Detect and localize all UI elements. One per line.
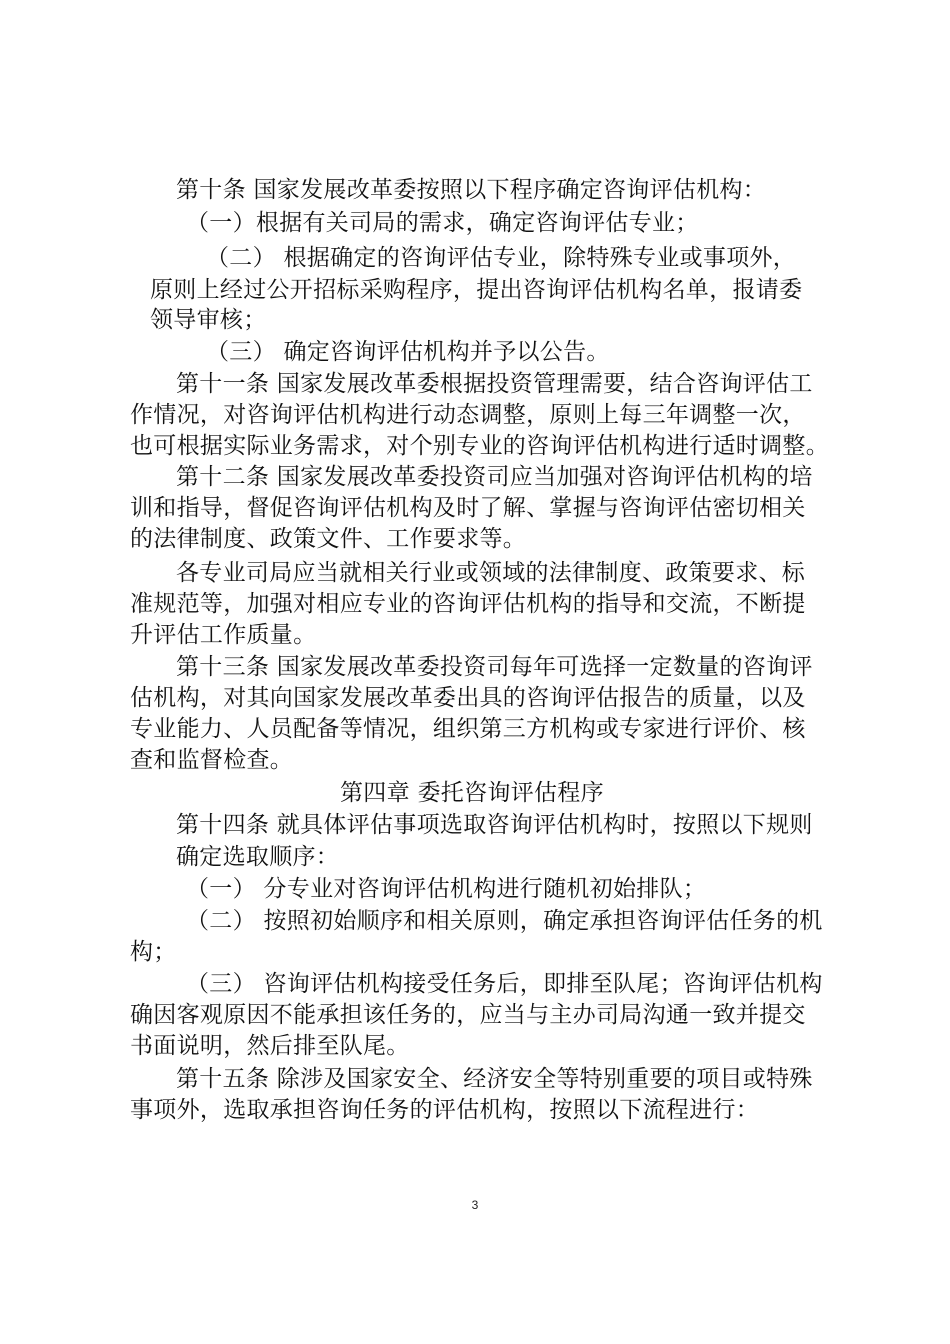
- article-12: 第十二条 国家发展改革委投资司应当加强对咨询评估机构的培: [176, 464, 813, 490]
- article-13: 第十三条 国家发展改革委投资司每年可选择一定数量的咨询评: [176, 654, 813, 680]
- article-15-cont: 事项外，选取承担咨询任务的评估机构，按照以下流程进行：: [130, 1097, 760, 1123]
- article-14-item-2: （二） 按照初始顺序和相关原则，确定承担咨询评估任务的机: [186, 908, 823, 934]
- article-12-cont: 的法律制度、政策文件、工作要求等。: [130, 526, 527, 552]
- paragraph-departments-cont: 升评估工作质量。: [130, 622, 317, 648]
- article-13-cont: 估机构，对其向国家发展改革委出具的咨询评估报告的质量，以及: [130, 685, 806, 711]
- paragraph-departments-cont: 准规范等，加强对相应专业的咨询评估机构的指导和交流，不断提: [130, 591, 806, 617]
- article-14-cont: 确定选取顺序：: [176, 844, 340, 870]
- article-11-cont: 作情况，对咨询评估机构进行动态调整，原则上每三年调整一次，: [130, 402, 806, 428]
- article-12-cont: 训和指导，督促咨询评估机构及时了解、掌握与咨询评估密切相关: [130, 495, 806, 521]
- article-10-heading: 第十条 国家发展改革委按照以下程序确定咨询评估机构：: [176, 177, 767, 203]
- article-14-item-3: （三） 咨询评估机构接受任务后，即排至队尾；咨询评估机构: [186, 971, 823, 997]
- paragraph-departments: 各专业司局应当就相关行业或领域的法律制度、政策要求、标: [176, 560, 806, 586]
- article-10-item-2-cont: 原则上经过公开招标采购程序，提出咨询评估机构名单，报请委: [150, 277, 803, 303]
- chapter-4-title: 第四章 委托咨询评估程序: [340, 780, 604, 806]
- article-15: 第十五条 除涉及国家安全、经济安全等特别重要的项目或特殊: [176, 1066, 813, 1092]
- article-10-item-3: （三） 确定咨询评估机构并予以公告。: [206, 339, 610, 365]
- article-10-item-1: （一）根据有关司局的需求，确定咨询评估专业；: [186, 210, 699, 236]
- article-11: 第十一条 国家发展改革委根据投资管理需要，结合咨询评估工: [176, 371, 813, 397]
- article-11-cont: 也可根据实际业务需求，对个别专业的咨询评估机构进行适时调整。: [130, 433, 829, 459]
- article-14-item-3-cont: 书面说明，然后排至队尾。: [130, 1033, 410, 1059]
- article-10-item-2-cont: 领导审核；: [150, 307, 267, 333]
- article-10-item-2: （二） 根据确定的咨询评估专业，除特殊专业或事项外，: [206, 245, 797, 271]
- article-14-item-2-cont: 构；: [130, 939, 177, 965]
- article-14: 第十四条 就具体评估事项选取咨询评估机构时，按照以下规则: [176, 812, 813, 838]
- article-13-cont: 查和监督检查。: [130, 747, 294, 773]
- page-number: 3: [471, 1198, 479, 1212]
- article-13-cont: 专业能力、人员配备等情况，组织第三方机构或专家进行评价、核: [130, 716, 806, 742]
- article-14-item-1: （一） 分专业对咨询评估机构进行随机初始排队；: [186, 876, 707, 902]
- article-14-item-3-cont: 确因客观原因不能承担该任务的，应当与主办司局沟通一致并提交: [130, 1002, 806, 1028]
